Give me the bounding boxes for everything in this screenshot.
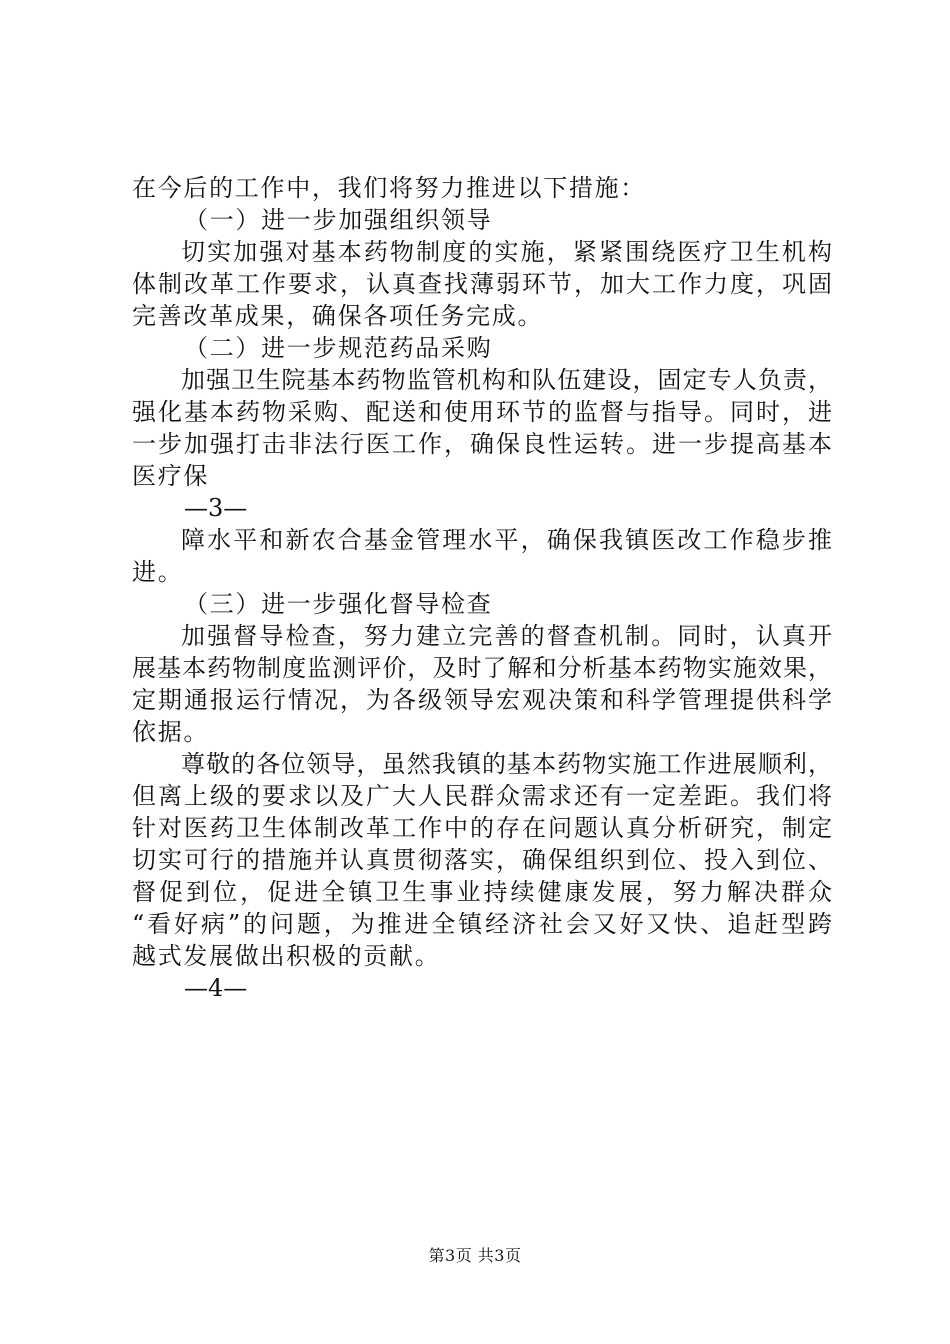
paragraph-line: 障水平和新农合基金管理水平，确保我镇医改工作稳步推 — [181, 526, 832, 554]
paragraph-line: 督促到位，促进全镇卫生事业持续健康发展，努力解决群众 — [132, 878, 832, 906]
paragraph-line: 切实可行的措施并认真贯彻落实，确保组织到位、投入到位、 — [132, 846, 832, 874]
paragraph-line: 展基本药物制度监测评价，及时了解和分析基本药物实施效果， — [132, 654, 832, 682]
page-footer: 第3页 共3页 — [428, 1246, 522, 1265]
paragraph-line: 完善改革成果，确保各项任务完成。 — [132, 302, 544, 330]
page-number-marker: —4— — [184, 974, 248, 1002]
paragraph-line: 加强卫生院基本药物监管机构和队伍建设，固定专人负责， — [181, 366, 832, 394]
paragraph-line: 一步加强打击非法行医工作，确保良性运转。进一步提高基本 — [132, 430, 832, 458]
document-body — [132, 172, 832, 1004]
section-heading-1: （一）进一步加强组织领导 — [184, 206, 493, 234]
paragraph-line: 强化基本药物采购、配送和使用环节的监督与指导。同时，进 — [132, 398, 832, 426]
paragraph-line: 定期通报运行情况，为各级领导宏观决策和科学管理提供科学 — [132, 686, 832, 714]
intro-line: 在今后的工作中，我们将努力推进以下措施： — [132, 174, 646, 202]
paragraph-line: “看好病”的问题，为推进全镇经济社会又好又快、追赶型跨 — [132, 910, 832, 938]
paragraph-line: 尊敬的各位领导，虽然我镇的基本药物实施工作进展顺利， — [181, 750, 832, 778]
paragraph-line: 进。 — [132, 558, 184, 586]
paragraph-line: 切实加强对基本药物制度的实施，紧紧围绕医疗卫生机构 — [181, 238, 832, 266]
paragraph-line: 依据。 — [132, 718, 210, 746]
paragraph-line: 体制改革工作要求，认真查找薄弱环节，加大工作力度，巩固 — [132, 270, 832, 298]
paragraph-line: 医疗保 — [132, 462, 210, 490]
section-heading-2: （二）进一步规范药品采购 — [184, 334, 493, 362]
paragraph-line: 加强督导检查，努力建立完善的督查机制。同时，认真开 — [181, 622, 832, 650]
page-number-marker: —3— — [184, 494, 248, 522]
paragraph-line: 但离上级的要求以及广大人民群众需求还有一定差距。我们将 — [132, 782, 832, 810]
paragraph-line: 针对医药卫生体制改革工作中的存在问题认真分析研究，制定 — [132, 814, 832, 842]
section-heading-3: （三）进一步强化督导检查 — [184, 590, 493, 618]
paragraph-line: 越式发展做出积极的贡献。 — [132, 942, 441, 970]
